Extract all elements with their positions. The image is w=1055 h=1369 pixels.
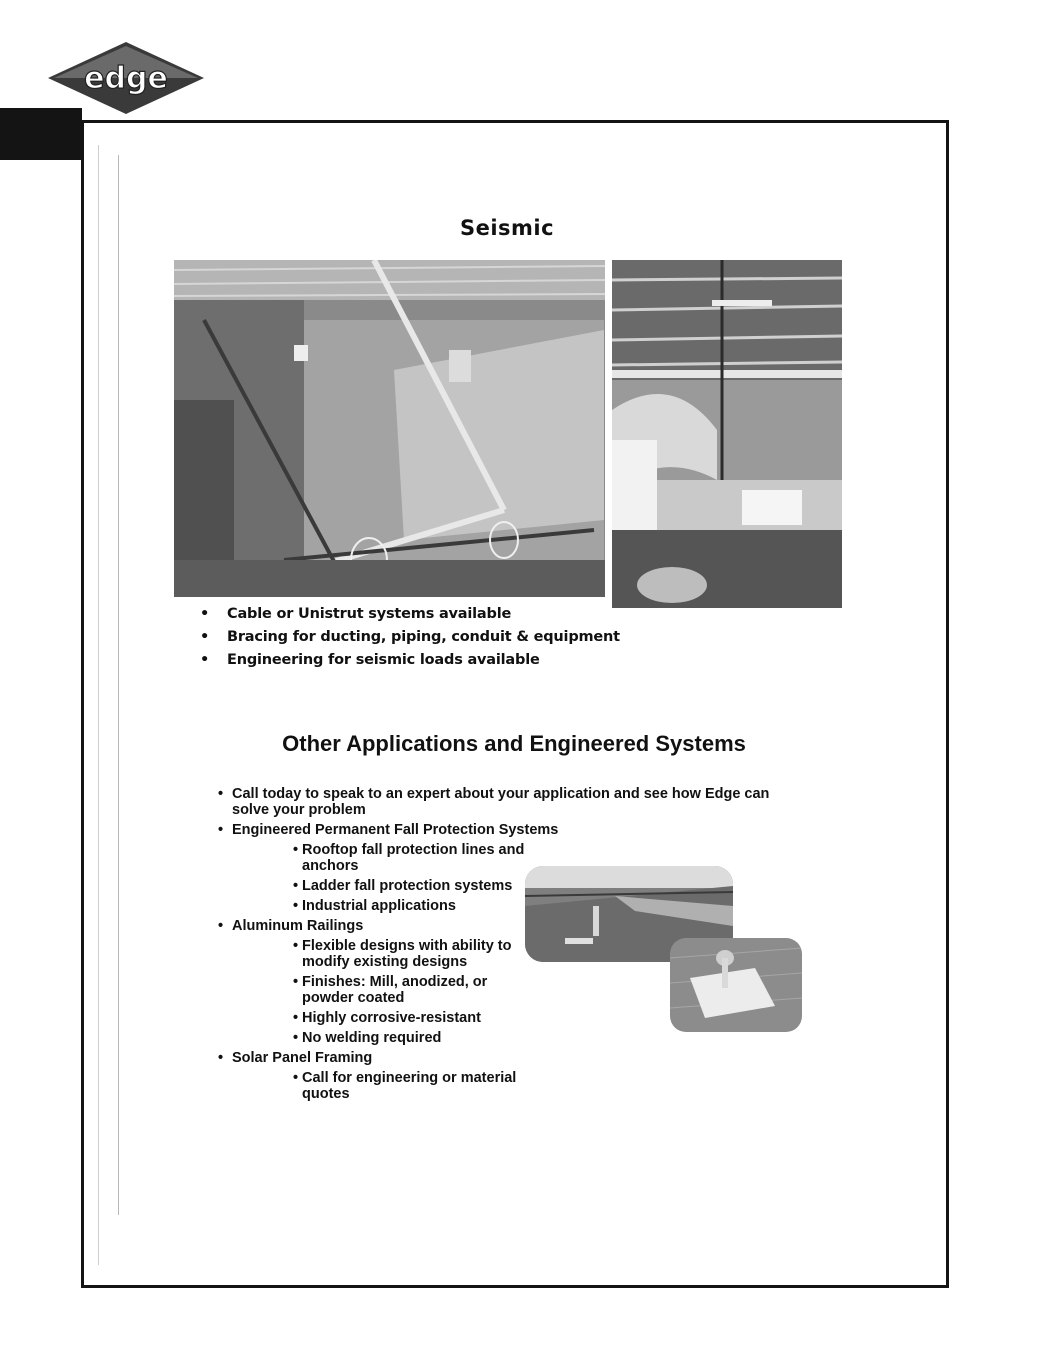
sub-list-item: • Call for engineering or material quotes (293, 1070, 532, 1102)
edge-logo (48, 40, 204, 116)
sub-list-item: • Rooftop fall protection lines and anchors (293, 842, 532, 874)
list-item: • Engineered Permanent Fall Protection Systems (218, 822, 798, 838)
logo-text: edge (84, 61, 168, 96)
seismic-heading: Seismic (459, 216, 555, 240)
section-tab (0, 108, 82, 160)
seismic-feature-list (200, 603, 620, 672)
seismic-duct-photo (612, 260, 842, 608)
list-item: • Aluminum Railings (218, 918, 798, 934)
anchor-mount-photo (670, 938, 802, 1032)
list-item: • Call today to speak to an expert about your application and see how Edge can solve your problem (218, 786, 798, 818)
margin-rule (118, 155, 119, 1215)
sub-list-item: • Industrial applications (293, 898, 532, 914)
list-item: • Bracing for ducting, piping, conduit & equipment (200, 626, 620, 649)
list-item: • Solar Panel Framing (218, 1050, 798, 1066)
margin-rule (98, 145, 99, 1265)
sub-list-item: • No welding required (293, 1030, 532, 1046)
seismic-bracing-photo (174, 260, 605, 597)
sub-list-item: • Flexible designs with ability to modify existing designs (293, 938, 532, 970)
list-item: • Cable or Unistrut systems available (200, 603, 620, 626)
list-item: • Engineering for seismic loads available (200, 649, 620, 672)
sub-list-item: • Finishes: Mill, anodized, or powder coated (293, 974, 532, 1006)
other-applications-heading: Other Applications and Engineered Systems (282, 731, 746, 756)
sub-list-item: • Highly corrosive-resistant (293, 1010, 532, 1026)
sub-list-item: • Ladder fall protection systems (293, 878, 532, 894)
